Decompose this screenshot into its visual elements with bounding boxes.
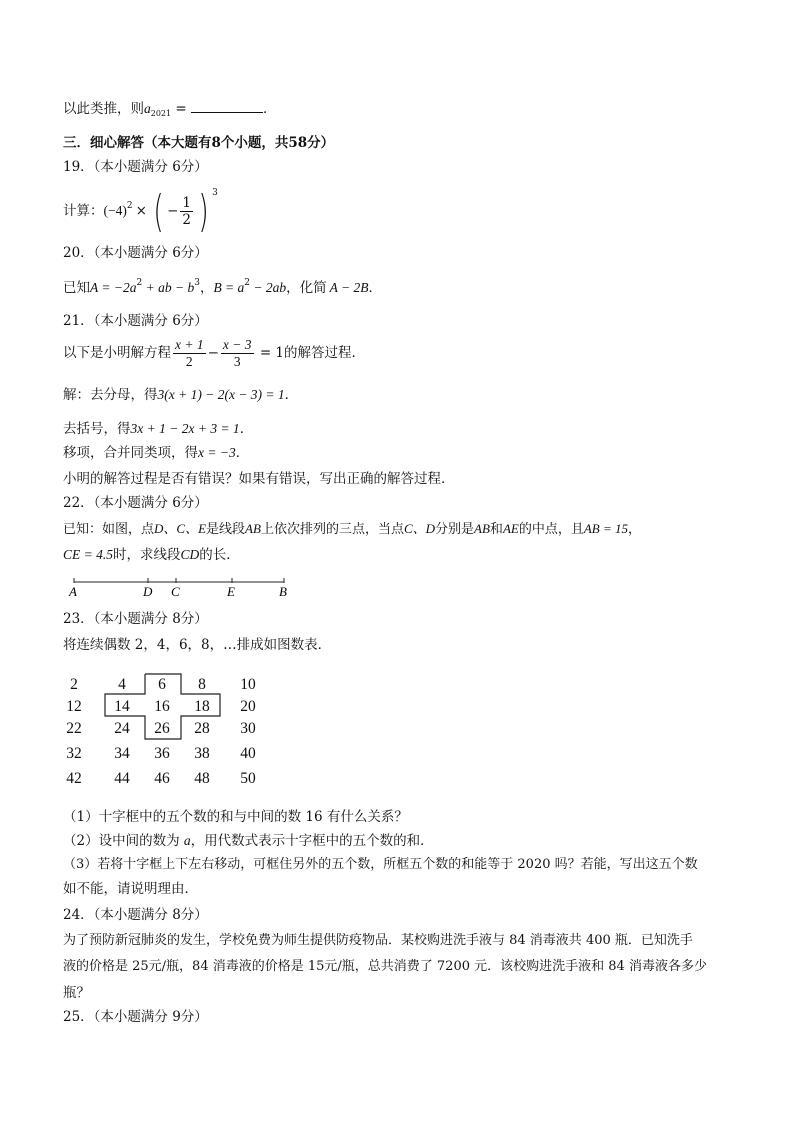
- solution-step-1: [63, 386, 298, 404]
- table-cell: 2: [70, 676, 78, 693]
- comma: ，: [628, 522, 642, 537]
- table-cell: 14: [114, 698, 130, 715]
- expression: 3x + 1 − 2x + 3 = 1: [130, 421, 240, 436]
- period: ．: [235, 445, 250, 461]
- table-cell: 32: [66, 745, 82, 762]
- expression: x = −3: [198, 445, 236, 460]
- number-table: [60, 672, 280, 797]
- table-cell: 12: [66, 698, 82, 715]
- label-E: E: [227, 584, 235, 599]
- text: （2）设中间的数为: [63, 833, 184, 849]
- question-24-text-3: 瓶？: [63, 985, 90, 1001]
- segment: CD: [180, 547, 200, 562]
- prompt-text: 以此类推，则: [63, 101, 144, 117]
- fraction-2: [221, 337, 254, 370]
- points: C、D: [403, 521, 436, 536]
- table-cell: 30: [240, 720, 256, 737]
- times-sign: ×: [135, 203, 147, 219]
- label-B: B: [279, 584, 287, 599]
- table-cell: 16: [154, 698, 170, 715]
- label: 计算：: [63, 203, 104, 219]
- minus-sign: −: [167, 203, 179, 219]
- question-21-ask: 小明的解答过程是否有错误？如果有错误，写出正确的解答过程．: [63, 471, 455, 487]
- question-21-equation: [63, 334, 365, 372]
- question-19-header: 19．（本小题满分 6分）: [63, 159, 208, 175]
- text: 上依次排列的三点，当点: [260, 522, 404, 537]
- table-cell: 36: [154, 745, 170, 762]
- text: ，化简: [286, 280, 327, 296]
- text: 已知: [63, 280, 90, 296]
- table-cell: 6: [158, 676, 166, 693]
- period: ．: [284, 387, 299, 403]
- table-cell: 20: [240, 698, 256, 715]
- question-23-part-1: （1）十字框中的五个数的和与中间的数 16 有什么关系？: [63, 809, 408, 825]
- variable-a: a: [183, 833, 191, 848]
- question-22-text-2: [63, 546, 240, 564]
- text: 的解答过程．: [284, 345, 366, 361]
- expression: 3(x + 1) − 2(x − 3) = 1: [157, 387, 285, 402]
- period: ．: [239, 421, 254, 437]
- table-cell: 44: [114, 770, 130, 787]
- table-cell: 4: [118, 676, 126, 693]
- subscript: 2021: [150, 109, 172, 118]
- expr-target: A − 2B: [329, 280, 369, 295]
- question-24-header: 24．（本小题满分 8分）: [63, 907, 208, 923]
- question-23-part-2: [63, 832, 434, 850]
- segment: AE: [502, 521, 519, 536]
- solution-step-3: [63, 444, 249, 462]
- segment-figure: [64, 574, 304, 604]
- right-paren: ): [198, 185, 209, 237]
- table-cell: 46: [154, 770, 170, 787]
- exponent: 2: [244, 278, 251, 288]
- question-25-header: 25．（本小题满分 9分）: [63, 1009, 208, 1025]
- numerator: 1: [182, 195, 191, 211]
- denominator: 3: [233, 354, 241, 369]
- question-23-text: 将连续偶数 2，4，6，8，…排成如图数表．: [63, 637, 332, 653]
- fill-in-line: [63, 100, 277, 118]
- question-22-text-1: [63, 520, 641, 539]
- numerator: x + 1: [175, 337, 204, 352]
- numerator: x − 3: [222, 337, 252, 352]
- text: 的长．: [199, 547, 240, 563]
- expr-B-rest: − 2ab: [250, 280, 287, 295]
- exponent: 3: [194, 278, 200, 288]
- table-cell: 18: [194, 698, 210, 715]
- question-20-header: 20．（本小题满分 6分）: [63, 245, 208, 261]
- text: 的中点，且: [518, 522, 584, 537]
- expr-B: B = a: [213, 280, 245, 295]
- expression: AB = 15: [583, 521, 628, 536]
- table-cell: 34: [114, 745, 130, 762]
- section-heading: 三．细心解答（本大题有8个小题，共58分）: [63, 135, 335, 151]
- expr-A-rest: + ab − b: [142, 280, 195, 295]
- solution-step-2: [63, 420, 253, 438]
- exponent-outer: 3: [212, 188, 218, 198]
- denominator: 2: [182, 212, 191, 228]
- question-22-header: 22．（本小题满分 6分）: [63, 495, 208, 511]
- table-cell: 24: [114, 720, 130, 737]
- text: 是线段: [206, 522, 246, 537]
- question-24-text-2: 液的价格是 25元/瓶，84 消毒液的价格是 15元/瓶，总共消费了 7200 元．该校购进洗手液和 84 消毒液各多少: [63, 959, 707, 974]
- text: 解：去分母，得: [63, 387, 158, 403]
- question-23-header: 23．（本小题满分 8分）: [63, 611, 208, 627]
- question-23-part-3-cont: 如不能，请说明理由．: [63, 881, 198, 897]
- table-cell: 50: [240, 770, 256, 787]
- question-20-text: [63, 279, 382, 297]
- text: 分别是: [435, 522, 475, 537]
- table-cell: 10: [240, 676, 256, 693]
- label-A: A: [69, 584, 77, 599]
- table-cell: 22: [66, 720, 82, 737]
- table-cell: 40: [240, 745, 256, 762]
- denominator: 2: [185, 354, 193, 369]
- table-cell: 26: [154, 720, 170, 737]
- table-cell: 38: [194, 745, 210, 762]
- minus-sign: −: [207, 345, 219, 361]
- left-paren: (: [153, 185, 164, 237]
- period: ．: [263, 101, 277, 117]
- points: D、C、E: [154, 521, 207, 536]
- exponent: 2: [136, 278, 143, 288]
- answer-blank[interactable]: [191, 100, 263, 113]
- label-C: C: [171, 584, 180, 599]
- text: 和: [489, 522, 503, 537]
- expr-A: A = −2a: [90, 280, 137, 295]
- segment: AB: [245, 521, 261, 536]
- question-23-part-3: （3）若将十字框上下左右移动，可框住另外的五个数，所框五个数的和能等于 2020 吗？若能，写出这五个数: [63, 857, 698, 872]
- equals: =: [171, 101, 192, 117]
- question-21-header: 21．（本小题满分 6分）: [63, 313, 208, 329]
- table-cell: 28: [194, 720, 210, 737]
- text: 移项，合并同类项，得: [63, 445, 198, 461]
- period: ．: [368, 280, 383, 296]
- text: 已知：如图，点: [63, 522, 155, 537]
- expression: CE = 4.5: [63, 547, 113, 562]
- table-cell: 48: [194, 770, 210, 787]
- question-24-text-1: 为了预防新冠肺炎的发生，学校免费为师生提供防疫物品．某校购进洗手液与 84 消毒液共 400 瓶．已知洗手: [63, 933, 693, 948]
- variable-a: a: [144, 101, 151, 116]
- text: 时，求线段: [113, 547, 181, 563]
- equals-one: = 1: [255, 345, 285, 361]
- base: (−4): [103, 203, 127, 218]
- segment: AB: [474, 521, 490, 536]
- fraction-1: [173, 337, 206, 370]
- text: 去括号，得: [63, 421, 131, 437]
- table-cell: 42: [66, 770, 82, 787]
- fraction: [180, 195, 193, 228]
- text: 以下是小明解方程: [63, 345, 171, 361]
- question-19-expression: [63, 186, 218, 236]
- label-D: D: [143, 584, 153, 599]
- comma: ，: [199, 280, 214, 296]
- exponent: 2: [126, 201, 133, 211]
- table-cell: 8: [198, 676, 206, 693]
- text: ，用代数式表示十字框中的五个数的和．: [190, 833, 434, 849]
